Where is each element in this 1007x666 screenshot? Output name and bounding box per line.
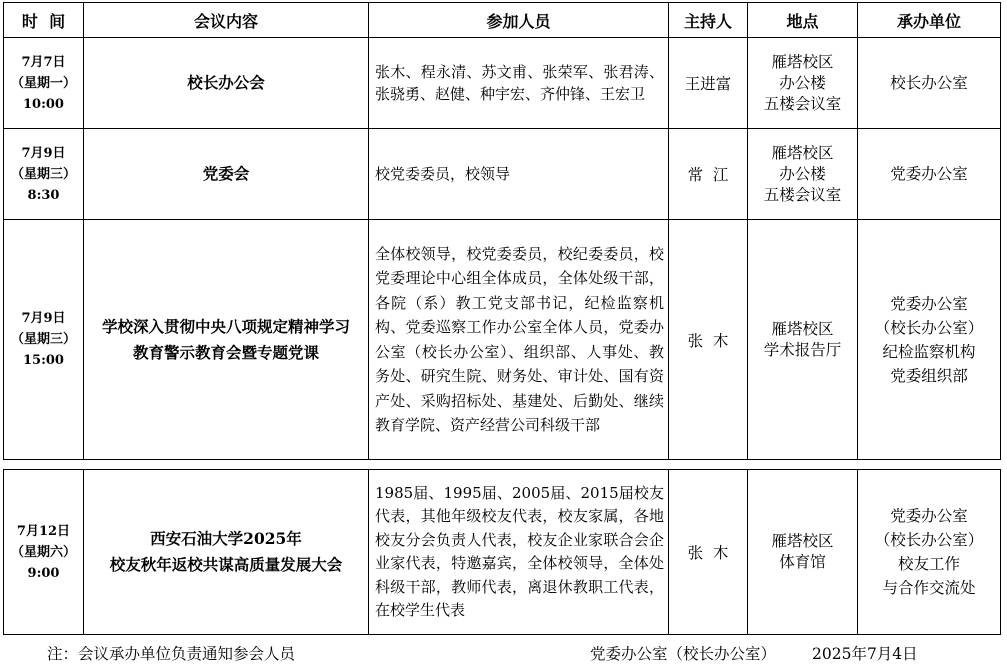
footer-note: 注：会议承办单位负责通知参会人员	[47, 645, 296, 663]
location-cell	[748, 220, 858, 460]
meeting-organizer-line: 党委办公室	[890, 165, 968, 183]
host-cell	[669, 38, 748, 129]
meeting-time: 15:00	[23, 353, 64, 368]
time-cell	[4, 220, 84, 460]
meeting-location-line: 雁塔校区	[771, 143, 834, 162]
meeting-date: 7月9日	[21, 311, 66, 326]
organizer-cell	[858, 220, 1001, 460]
meeting-date: 7月7日	[21, 54, 66, 70]
meeting-location-line: 办公楼	[779, 164, 826, 183]
meeting-weekday: （星期一）	[10, 75, 76, 91]
host-cell	[669, 220, 748, 460]
location-cell	[748, 38, 858, 129]
meeting-attendees: 校党委委员，校领导	[375, 165, 511, 183]
meeting-time: 9:00	[27, 565, 60, 581]
meeting-location-line: 雁塔校区	[771, 532, 834, 550]
meeting-organizer-line: （校长办公室）	[874, 318, 984, 337]
header-time: 时 间	[4, 3, 84, 38]
schedule-table-bottom	[3, 469, 1001, 635]
meeting-organizer-line: 校友工作	[897, 555, 960, 573]
footer-date: 2025年7月4日	[812, 645, 918, 663]
meeting-host: 张 木	[687, 544, 729, 562]
header-row	[4, 3, 1001, 38]
meeting-location-line: 五楼会议室	[763, 94, 842, 113]
attendees-cell	[369, 220, 669, 460]
location-cell	[748, 470, 858, 635]
meeting-organizer-line: 与合作交流处	[882, 579, 976, 597]
meeting-organizer-line: 党委办公室	[890, 294, 968, 313]
meeting-organizer-line: 党委组织部	[890, 366, 968, 385]
meeting-host: 常 江	[687, 166, 729, 184]
meeting-weekday: （星期三）	[10, 166, 76, 182]
header-location: 地点	[748, 3, 858, 38]
meeting-attendees: 全体校领导，校党委委员，校纪委委员，校党委理论中心组全体成员，全体处级干部，各院（系）教工党支部书记，纪检监察机构、党委巡察工作办公室全体人员，党委办公室（校长办公室）、组织部、人事处、教务处、研究生院、财务处、审计处、国有资产处、采购招标处、基建处、后勤处、继续教育学院、资产经营公司科级干部	[375, 244, 664, 434]
header-host: 主持人	[669, 3, 748, 38]
meeting-row	[4, 129, 1001, 220]
schedule-table-top	[3, 2, 1001, 460]
meeting-location-line: 五楼会议室	[763, 185, 842, 204]
meeting-date: 7月9日	[21, 145, 66, 161]
meeting-organizer-line: 纪检监察机构	[882, 342, 976, 361]
host-cell	[669, 129, 748, 220]
meeting-time: 10:00	[23, 96, 64, 112]
meeting-organizer-line: （校长办公室）	[874, 531, 984, 549]
meeting-location-line: 雁塔校区	[771, 319, 834, 338]
time-cell	[4, 129, 84, 220]
footer-issuer: 党委办公室（校长办公室）	[590, 645, 777, 663]
host-cell	[669, 470, 748, 635]
meeting-location-line: 办公楼	[779, 73, 826, 92]
meeting-topic-line: 校长办公会	[187, 73, 265, 92]
meeting-topic-line: 教育警示教育会暨专题党课	[132, 342, 319, 362]
meeting-attendees: 1985届、1995届、2005届、2015届校友代表，其他年级校友代表，校友家属，各地校友分会负责人代表，校友企业家联合会企业家代表，特邀嘉宾，全体校领导，全体处科级干部，教师代表，离退休教职工代表，在校学生代表	[375, 483, 664, 619]
time-cell	[4, 38, 84, 129]
organizer-cell	[858, 470, 1001, 635]
meeting-host: 王进富	[684, 75, 732, 93]
meeting-location-line: 学术报告厅	[763, 340, 842, 359]
attendees-cell	[369, 470, 669, 635]
meeting-organizer-line: 党委办公室	[890, 507, 968, 525]
topic-cell	[84, 38, 369, 129]
topic-cell	[84, 220, 369, 460]
meeting-topic-line: 西安石油大学2025年	[150, 529, 302, 548]
topic-cell	[84, 129, 369, 220]
meeting-row	[4, 38, 1001, 129]
header-topic: 会议内容	[84, 3, 369, 38]
organizer-cell	[858, 129, 1001, 220]
meeting-row	[4, 220, 1001, 460]
meeting-weekday: （星期三）	[10, 332, 76, 347]
meeting-weekday: （星期六）	[10, 544, 76, 560]
attendees-cell	[369, 129, 669, 220]
organizer-cell	[858, 38, 1001, 129]
meeting-topic-line: 学校深入贯彻中央八项规定精神学习	[101, 316, 350, 336]
meeting-attendees: 张木、程永清、苏文甫、张荣军、张君涛、张骁勇、赵健、种宇宏、齐仲锋、王宏卫	[375, 63, 664, 103]
time-cell	[4, 470, 84, 635]
location-cell	[748, 129, 858, 220]
meeting-organizer-line: 校长办公室	[890, 74, 968, 92]
meeting-topic-line: 党委会	[202, 164, 250, 183]
topic-cell	[84, 470, 369, 635]
meeting-host: 张 木	[687, 331, 729, 350]
meeting-row	[4, 470, 1001, 635]
meeting-time: 8:30	[27, 187, 60, 203]
attendees-cell	[369, 38, 669, 129]
meeting-location-line: 体育馆	[779, 553, 826, 571]
meeting-topic-line: 校友秋年返校共谋高质量发展大会	[109, 555, 343, 574]
meeting-location-line: 雁塔校区	[771, 52, 834, 71]
header-attendees: 参加人员	[369, 3, 669, 38]
meeting-date: 7月12日	[16, 523, 71, 539]
header-organizer: 承办单位	[858, 3, 1001, 38]
